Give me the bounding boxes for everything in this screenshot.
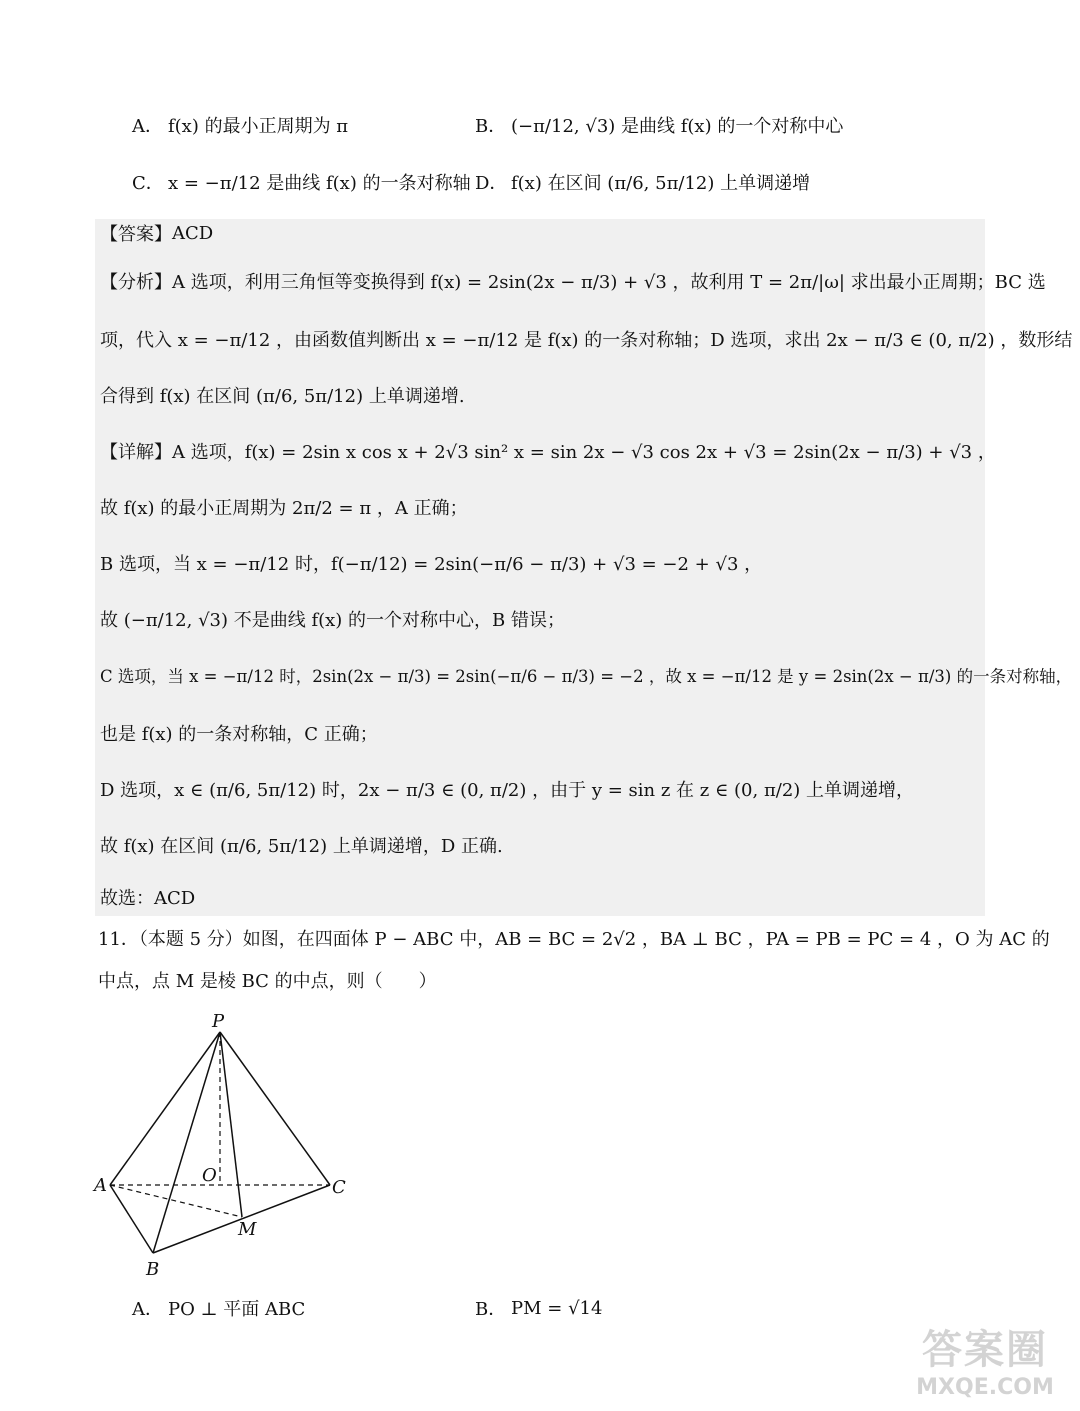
- tetrahedron-figure: [90, 1005, 370, 1285]
- edge-pm: [220, 1032, 242, 1217]
- option-a-q10: A． f(x) 的最小正周期为 π: [132, 100, 348, 150]
- option-d-q10: D． f(x) 在区间 (π/6, 5π/12) 上单调递增: [475, 157, 810, 207]
- analysis-tag: 【分析】: [100, 272, 172, 293]
- option-c-q10: C． x = −π/12 是曲线 f(x) 的一条对称轴: [132, 157, 471, 207]
- option-a-q11: A． PO ⊥ 平面 ABC: [132, 1283, 305, 1333]
- segment-am-dashed: [110, 1185, 242, 1217]
- option-b-q11: B． PM = √14: [475, 1297, 603, 1320]
- option-a-text: f(x) 的最小正周期为 π: [168, 116, 349, 137]
- analysis-line-1: 【分析】 A 选项，利用三角恒等变换得到 f(x) = 2sin(2x − π/3) + √3 ，故利用 T = 2π/|ω| 求出最小正周期；BC 选: [100, 265, 1046, 297]
- option-b-q10: B． (−π/12, √3) 是曲线 f(x) 的一个对称中心: [475, 100, 843, 150]
- edge-pa: [110, 1032, 220, 1185]
- edge-pc: [220, 1032, 330, 1185]
- option-b-text: (−π/12, √3) 是曲线 f(x) 的一个对称中心: [511, 116, 844, 137]
- analysis-line-3: 合得到 f(x) 在区间 (π/6, 5π/12) 上单调递增.: [100, 386, 465, 407]
- label-b: B: [146, 1259, 160, 1280]
- answer-value: ACD: [172, 222, 214, 244]
- answer-line: [100, 221, 213, 245]
- solution-panel: [95, 219, 1073, 916]
- detail-line-7: D 选项，x ∈ (π/6, 5π/12) 时，2x − π/3 ∈ (0, π/2) ，由于 y = sin z 在 z ∈ (0, π/2) 上单调递增，: [100, 780, 915, 801]
- label-p: P: [212, 1011, 225, 1032]
- edge-pb: [153, 1032, 220, 1253]
- detail-line-6: 也是 f(x) 的一条对称轴，C 正确；: [100, 724, 378, 745]
- option-d-text: f(x) 在区间 (π/6, 5π/12) 上单调递增: [511, 173, 811, 194]
- label-c: C: [332, 1177, 346, 1198]
- detail-line-3: B 选项，当 x = −π/12 时，f(−π/12) = 2sin(−π/6 − π/3) + √3 = −2 + √3 ，: [100, 554, 763, 575]
- option-b-q11-text: PM = √14: [511, 1297, 603, 1319]
- question-11-line-1: 11．（本题 5 分）如图，在四面体 P − ABC 中，AB = BC = 2√2 ，BA ⊥ BC ，PA = PB = PC = 4 ，O 为 AC 的: [98, 929, 1050, 950]
- detail-line-4: 故 (−π/12, √3) 不是曲线 f(x) 的一个对称中心，B 错误；: [100, 610, 565, 631]
- label-m: M: [238, 1219, 257, 1240]
- watermark-line-1: 答案圈: [922, 1327, 1048, 1373]
- detail-line-2: 故 f(x) 的最小正周期为 2π/2 = π ，A 正确；: [100, 498, 468, 519]
- detail-line-9: 故选：ACD: [100, 888, 196, 909]
- detail-tag: 【详解】: [100, 442, 172, 463]
- detail-line-1: 【详解】 A 选项，f(x) = 2sin x cos x + 2√3 sin² x = sin 2x − √3 cos 2x + √3 = 2sin(2x − π/3) + √3 ，: [100, 435, 996, 467]
- label-a: A: [94, 1175, 107, 1196]
- analysis-line-2: 项，代入 x = −π/12 ，由函数值判断出 x = −π/12 是 f(x) 的一条对称轴；D 选项，求出 2x − π/3 ∈ (0, π/2) ，数形结: [100, 330, 1073, 351]
- edge-ab: [110, 1185, 153, 1253]
- option-c-text: x = −π/12 是曲线 f(x) 的一条对称轴: [168, 173, 471, 194]
- answer-tag: 【答案】: [100, 224, 172, 245]
- watermark-logo: [905, 1318, 1065, 1408]
- question-11-line-2: 中点，点 M 是棱 BC 的中点，则（ ）: [98, 971, 437, 992]
- detail-line-8: 故 f(x) 在区间 (π/6, 5π/12) 上单调递增，D 正确.: [100, 836, 503, 857]
- detail-line-5: C 选项，当 x = −π/12 时，2sin(2x − π/3) = 2sin(−π/6 − π/3) = −2 ，故 x = −π/12 是 y = 2sin(2x − π/3) 的一条对称轴，: [100, 667, 1073, 686]
- watermark-line-2: MXQE.COM: [916, 1375, 1054, 1400]
- option-a-q11-text: PO ⊥ 平面 ABC: [168, 1299, 306, 1320]
- label-o: O: [202, 1165, 217, 1186]
